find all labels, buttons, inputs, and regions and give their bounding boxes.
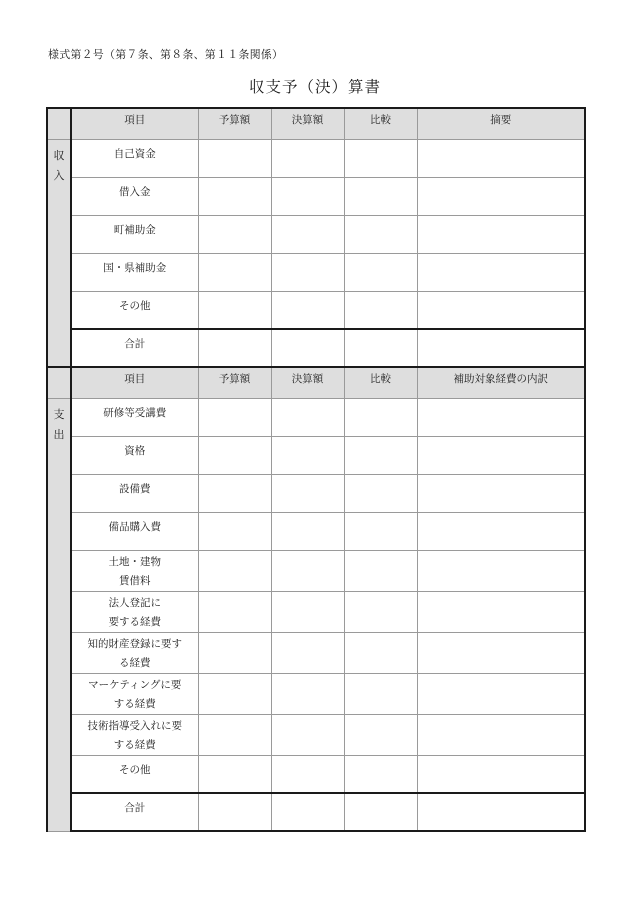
form-number: 様式第２号（第７条、第８条、第１１条関係） <box>48 48 284 61</box>
income-header-actual: 決算額 <box>271 108 344 139</box>
expense-budget-cell[interactable] <box>198 591 271 632</box>
expense-row <box>47 632 585 673</box>
expense-item-label: その他 <box>71 755 198 793</box>
expense-item-label: 設備費 <box>71 474 198 512</box>
income-header-row <box>47 108 585 139</box>
expense-budget-cell[interactable] <box>198 673 271 714</box>
expense-item-label: マーケティングに要 する経費 <box>71 673 198 714</box>
income-actual-cell[interactable] <box>271 177 344 215</box>
expense-item-label: 資格 <box>71 436 198 474</box>
income-side-header <box>47 108 71 139</box>
expense-note-cell[interactable] <box>417 398 585 436</box>
income-actual-cell[interactable] <box>271 291 344 329</box>
income-row <box>47 253 585 291</box>
expense-note-cell[interactable] <box>417 673 585 714</box>
expense-row <box>47 474 585 512</box>
expense-header-row <box>47 367 585 398</box>
income-actual-cell[interactable] <box>271 139 344 177</box>
income-item-label: 国・県補助金 <box>71 253 198 291</box>
expense-budget-cell[interactable] <box>198 714 271 755</box>
budget-table <box>46 107 586 832</box>
income-header-item: 項目 <box>71 108 198 139</box>
expense-comparison-cell[interactable] <box>344 474 417 512</box>
income-budget-cell[interactable] <box>198 215 271 253</box>
expense-note-cell[interactable] <box>417 436 585 474</box>
expense-total-label: 合計 <box>71 793 198 831</box>
income-item-label: 町補助金 <box>71 215 198 253</box>
income-total-comparison-cell[interactable] <box>344 329 417 367</box>
expense-header-actual: 決算額 <box>271 367 344 398</box>
expense-item-label: 研修等受講費 <box>71 398 198 436</box>
income-total-actual-cell[interactable] <box>271 329 344 367</box>
expense-total-actual-cell[interactable] <box>271 793 344 831</box>
income-item-label: その他 <box>71 291 198 329</box>
expense-comparison-cell[interactable] <box>344 550 417 591</box>
expense-item-label: 技術指導受入れに要 する経費 <box>71 714 198 755</box>
page-title: 収支予（決）算書 <box>248 78 381 96</box>
expense-actual-cell[interactable] <box>271 436 344 474</box>
income-budget-cell[interactable] <box>198 291 271 329</box>
income-budget-cell[interactable] <box>198 177 271 215</box>
expense-comparison-cell[interactable] <box>344 591 417 632</box>
income-comparison-cell[interactable] <box>344 253 417 291</box>
income-header-budget: 予算額 <box>198 108 271 139</box>
expense-actual-cell[interactable] <box>271 714 344 755</box>
expense-actual-cell[interactable] <box>271 474 344 512</box>
expense-comparison-cell[interactable] <box>344 673 417 714</box>
expense-budget-cell[interactable] <box>198 436 271 474</box>
expense-row <box>47 714 585 755</box>
expense-note-cell[interactable] <box>417 550 585 591</box>
expense-actual-cell[interactable] <box>271 632 344 673</box>
expense-note-cell[interactable] <box>417 474 585 512</box>
income-total-note-cell[interactable] <box>417 329 585 367</box>
expense-total-budget-cell[interactable] <box>198 793 271 831</box>
expense-section-label: 支出 <box>47 398 71 831</box>
expense-item-label: 土地・建物 賃借料 <box>71 550 198 591</box>
expense-row <box>47 591 585 632</box>
expense-row <box>47 673 585 714</box>
income-note-cell[interactable] <box>417 253 585 291</box>
income-budget-cell[interactable] <box>198 139 271 177</box>
expense-budget-cell[interactable] <box>198 755 271 793</box>
expense-comparison-cell[interactable] <box>344 436 417 474</box>
expense-actual-cell[interactable] <box>271 673 344 714</box>
income-header-note: 摘要 <box>417 108 585 139</box>
expense-actual-cell[interactable] <box>271 398 344 436</box>
expense-note-cell[interactable] <box>417 714 585 755</box>
expense-row <box>47 512 585 550</box>
expense-side-header <box>47 367 71 398</box>
expense-actual-cell[interactable] <box>271 512 344 550</box>
expense-budget-cell[interactable] <box>198 474 271 512</box>
expense-comparison-cell[interactable] <box>344 755 417 793</box>
income-item-label: 借入金 <box>71 177 198 215</box>
income-actual-cell[interactable] <box>271 253 344 291</box>
expense-total-note-cell[interactable] <box>417 793 585 831</box>
expense-comparison-cell[interactable] <box>344 512 417 550</box>
income-row <box>47 291 585 329</box>
expense-row <box>47 550 585 591</box>
income-note-cell[interactable] <box>417 215 585 253</box>
expense-note-cell[interactable] <box>417 591 585 632</box>
expense-comparison-cell[interactable] <box>344 398 417 436</box>
expense-budget-cell[interactable] <box>198 632 271 673</box>
expense-actual-cell[interactable] <box>271 591 344 632</box>
expense-item-label: 備品購入費 <box>71 512 198 550</box>
expense-actual-cell[interactable] <box>271 755 344 793</box>
expense-header-item: 項目 <box>71 367 198 398</box>
expense-budget-cell[interactable] <box>198 512 271 550</box>
expense-budget-cell[interactable] <box>198 550 271 591</box>
expense-header-comparison: 比較 <box>344 367 417 398</box>
income-budget-cell[interactable] <box>198 253 271 291</box>
income-comparison-cell[interactable] <box>344 177 417 215</box>
expense-note-cell[interactable] <box>417 512 585 550</box>
expense-total-comparison-cell[interactable] <box>344 793 417 831</box>
expense-comparison-cell[interactable] <box>344 714 417 755</box>
income-row <box>47 215 585 253</box>
income-note-cell[interactable] <box>417 291 585 329</box>
expense-row <box>47 755 585 793</box>
expense-note-cell[interactable] <box>417 632 585 673</box>
income-section-label: 収入 <box>47 139 71 367</box>
income-comparison-cell[interactable] <box>344 291 417 329</box>
expense-item-label: 法人登記に 要する経費 <box>71 591 198 632</box>
expense-row <box>47 398 585 436</box>
income-note-cell[interactable] <box>417 139 585 177</box>
income-total-budget-cell[interactable] <box>198 329 271 367</box>
income-note-cell[interactable] <box>417 177 585 215</box>
expense-header-note: 補助対象経費の内訳 <box>417 367 585 398</box>
income-row <box>47 177 585 215</box>
income-actual-cell[interactable] <box>271 215 344 253</box>
expense-header-budget: 予算額 <box>198 367 271 398</box>
income-total-label: 合計 <box>71 329 198 367</box>
expense-row <box>47 436 585 474</box>
expense-note-cell[interactable] <box>417 755 585 793</box>
expense-item-label: 知的財産登録に要す る経費 <box>71 632 198 673</box>
expense-comparison-cell[interactable] <box>344 632 417 673</box>
expense-budget-cell[interactable] <box>198 398 271 436</box>
income-item-label: 自己資金 <box>71 139 198 177</box>
expense-actual-cell[interactable] <box>271 550 344 591</box>
income-header-comparison: 比較 <box>344 108 417 139</box>
income-comparison-cell[interactable] <box>344 139 417 177</box>
income-row <box>47 139 585 177</box>
income-total-row <box>47 329 585 367</box>
income-comparison-cell[interactable] <box>344 215 417 253</box>
expense-total-row <box>47 793 585 831</box>
